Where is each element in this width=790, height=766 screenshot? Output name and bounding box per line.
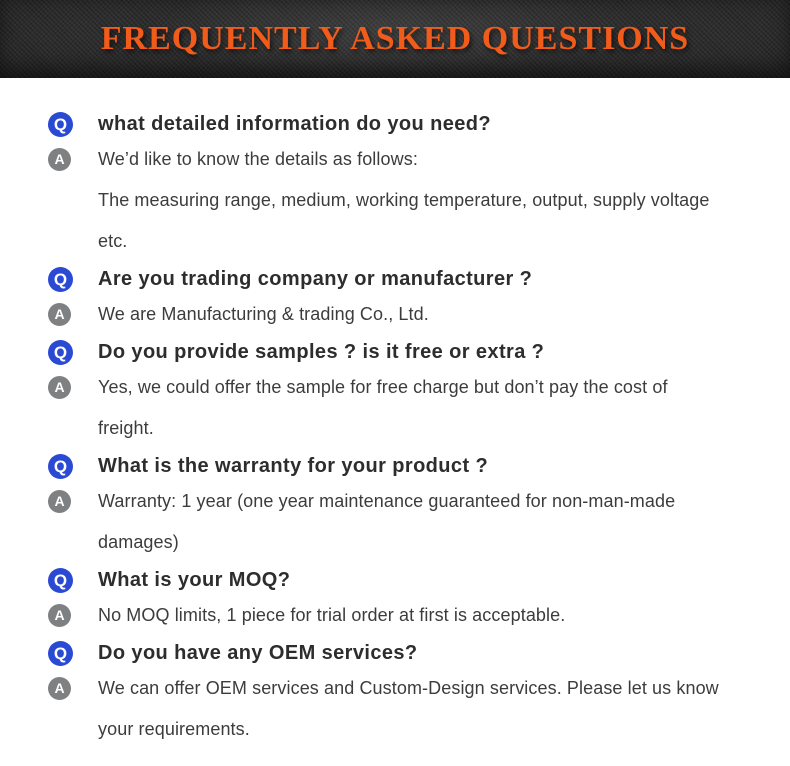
faq-answer-row xyxy=(48,294,772,335)
a-icon: A xyxy=(48,604,71,627)
faq-item xyxy=(48,446,772,563)
icon-column xyxy=(48,560,98,593)
faq-item xyxy=(48,560,772,636)
faq-answer-row xyxy=(48,668,772,750)
faq-item xyxy=(48,104,772,262)
question-text: Do you provide samples ? is it free or extra ? xyxy=(98,341,545,363)
faq-answer-row xyxy=(48,139,772,262)
icon-column xyxy=(48,446,98,479)
question-text: What is the warranty for your product ? xyxy=(98,455,489,477)
faq-answer-row xyxy=(48,595,772,636)
icon-column xyxy=(48,139,98,171)
a-icon: A xyxy=(48,148,71,171)
q-icon: Q xyxy=(48,340,73,365)
q-icon: Q xyxy=(48,568,73,593)
faq-answer-row xyxy=(48,367,772,449)
faq-list xyxy=(0,78,790,750)
answer-text xyxy=(98,294,772,335)
answer-text xyxy=(98,367,772,449)
faq-item xyxy=(48,332,772,449)
icon-column xyxy=(48,481,98,513)
answer-line: freight. xyxy=(98,418,154,438)
answer-text xyxy=(98,595,772,636)
answer-line: No MOQ limits, 1 piece for trial order at first is acceptable. xyxy=(98,605,566,625)
a-icon: A xyxy=(48,490,71,513)
icon-column xyxy=(48,332,98,365)
answer-line: We can offer OEM services and Custom-Design services. Please let us know xyxy=(98,678,719,698)
question-text: Do you have any OEM services? xyxy=(98,642,418,664)
answer-line: We’d like to know the details as follows: xyxy=(98,149,418,169)
answer-text xyxy=(98,139,772,262)
answer-line: The measuring range, medium, working temperature, output, supply voltage xyxy=(98,190,710,210)
answer-line: damages) xyxy=(98,532,179,552)
a-icon: A xyxy=(48,303,71,326)
answer-line: etc. xyxy=(98,231,128,251)
banner-title: FREQUENTLY ASKED QUESTIONS xyxy=(100,20,690,57)
q-icon: Q xyxy=(48,454,73,479)
icon-column xyxy=(48,367,98,399)
q-icon: Q xyxy=(48,641,73,666)
answer-line: Warranty: 1 year (one year maintenance guaranteed for non-man-made xyxy=(98,491,676,511)
icon-column xyxy=(48,259,98,292)
answer-line: We are Manufacturing & trading Co., Ltd. xyxy=(98,304,429,324)
question-text: What is your MOQ? xyxy=(98,569,291,591)
faq-answer-row xyxy=(48,481,772,563)
answer-text xyxy=(98,481,772,563)
a-icon: A xyxy=(48,677,71,700)
q-icon: Q xyxy=(48,267,73,292)
faq-item xyxy=(48,633,772,750)
faq-item xyxy=(48,259,772,335)
icon-column xyxy=(48,595,98,627)
a-icon: A xyxy=(48,376,71,399)
answer-line: your requirements. xyxy=(98,719,250,739)
faq-banner xyxy=(0,0,790,78)
question-text: Are you trading company or manufacturer ? xyxy=(98,268,533,290)
icon-column xyxy=(48,668,98,700)
answer-text xyxy=(98,668,772,750)
question-text: what detailed information do you need? xyxy=(98,113,491,135)
answer-line: Yes, we could offer the sample for free charge but don’t pay the cost of xyxy=(98,377,668,397)
icon-column xyxy=(48,104,98,137)
q-icon: Q xyxy=(48,112,73,137)
icon-column xyxy=(48,633,98,666)
icon-column xyxy=(48,294,98,326)
